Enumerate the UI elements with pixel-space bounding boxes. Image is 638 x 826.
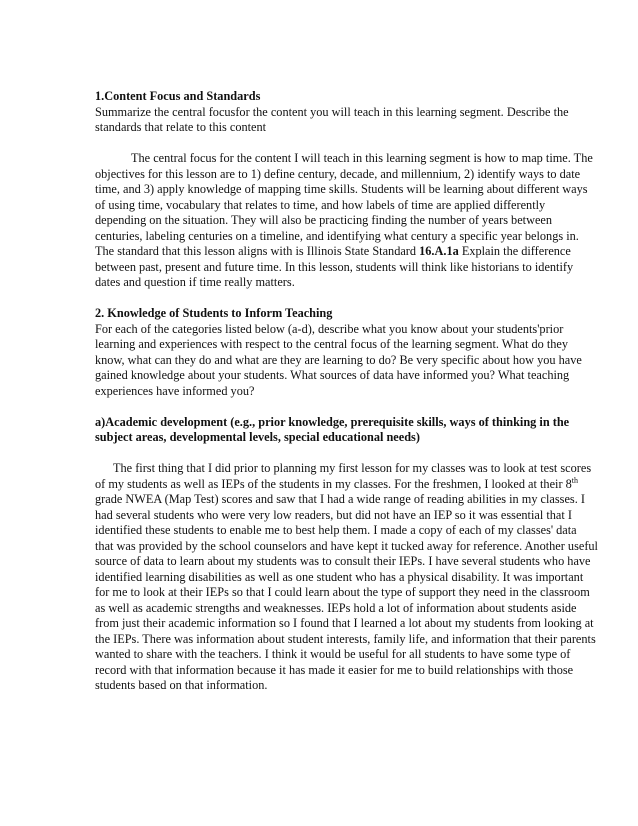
section-2-heading: 2. Knowledge of Students to Inform Teaching xyxy=(95,306,333,320)
section-2a-subheading: a)Academic development (e.g., prior knowledge, prerequisite skills, ways of thinking in the subject areas, developmental levels, special educational needs) xyxy=(95,414,570,444)
section-1-prompt: Summarize the central focusfor the content you will teach in this learning segment. Describe the standards that relate to this content xyxy=(95,104,569,134)
section-1-heading: 1.Content Focus and Standards xyxy=(95,89,261,103)
spacer xyxy=(95,291,598,307)
section-2a-body-tail: grade NWEA (Map Test) scores and saw that I had a wide range of reading abilities in my classes. I had several students who were very low readers, but did not have an IEP so it was essential that I identified these students to enable me to best help them. I made a copy of each of my classes' data that was provided by the school counselors and have kept it tucked away for reference. Another useful source of data to learn about my students was to consult their IEPs. I have several students who have identified learning disabilities as well as one student who has a physical disability. It was important for me to look at their IEPs so that I could learn about the type of support they need in the classroom as well as academic strengths and weaknesses. IEPs hold a lot of information about students aside from just their academic information so I found that I learned a lot about my students from looking at the IEPs. There was information about student interests, family life, and information that their parents wanted to share with the teachers. I think it would be useful for all students to have some type of record with that information because it has made it easier for me to build relationships with those students based on that information. xyxy=(95,492,598,692)
spacer xyxy=(95,136,598,152)
section-2a-body xyxy=(95,461,598,694)
section-2a-body-text: The first thing that I did prior to planning my first lesson for my classes was to look at test scores of my students as well as IEPs of the students in my classes. For the freshmen, I looked at their 8 xyxy=(95,461,592,491)
spacer xyxy=(95,399,598,415)
section-1-body-text: The central focus for the content I will teach in this learning segment is how to map time. The objectives for this lesson are to 1) define century, decade, and millennium, 2) identify ways to date time, and 3) apply knowledge of mapping time skills. Students will be learning about different ways of using time, vocabulary that relates to time, and how labels of time are applied differently depending on the situation. They will also be practicing finding the number of years between centuries, labeling centuries on a timeline, and identifying what century a specific year belongs in. The standard that this lesson aligns with is Illinois State Standard xyxy=(95,151,593,258)
section-1-body-tail: Explain the difference between past, present and future time. In this lesson, students will think like historians to identify dates and question if time really matters. xyxy=(95,244,574,289)
section-2-prompt: For each of the categories listed below (a-d), describe what you know about your students'prior learning and experiences with respect to the central focus of the learning segment. What do they know, what can they do and what are they are learning to do? Be very specific about how you have gained knowledge about your students. What sources of data have informed you? What teaching experiences have informed you? xyxy=(95,321,582,398)
ordinal-suffix: th xyxy=(571,475,578,485)
spacer xyxy=(95,446,598,462)
standard-code: 16.A.1a xyxy=(419,244,459,258)
section-1-body xyxy=(95,151,598,291)
